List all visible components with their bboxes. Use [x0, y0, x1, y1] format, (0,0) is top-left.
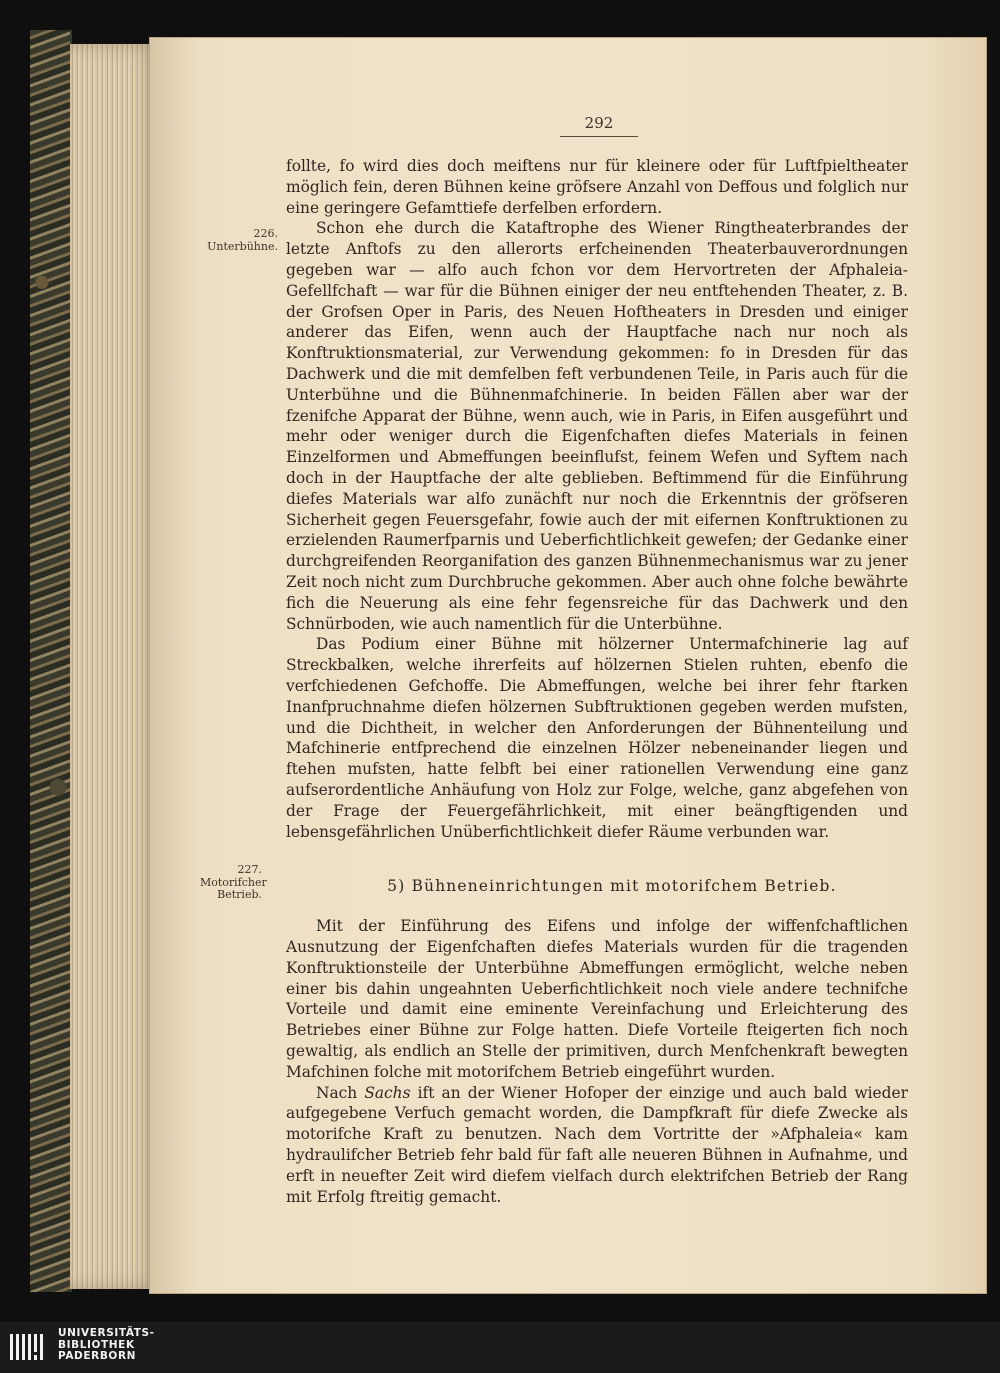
author-name: Sachs [364, 1083, 411, 1102]
marbled-cover-edge [30, 30, 72, 1292]
logo-line: UNIVERSITÄTS- [58, 1327, 155, 1339]
margin-note-label: Unterbühne. [207, 239, 278, 253]
page-stack-edges [70, 44, 160, 1289]
library-logo-icon [10, 1330, 50, 1364]
margin-note-label-line1: Motorifcher [200, 875, 267, 889]
margin-note-number: 226. [253, 227, 278, 240]
paragraph [286, 1083, 908, 1208]
logo-line: BIBLIOTHEK [58, 1338, 135, 1351]
page-number: 292 [560, 114, 638, 137]
library-logo-text [58, 1328, 155, 1363]
paragraph: Mit der Einführung des Eifens und infolge der wiffenfchaftlichen Ausnutzung der Eigenfchaften diefes Materials wurden für die tragenden Konftruktionsteile der Unterbühne Abmeffungen ermöglicht, welche neben einer bis dahin ungeahnten Ueberfichtlichkeit noch viele andere technifche Vorteile und damit eine eminente Vereinfachung und Erleichterung des Betriebes einer Bühne zur Folge hatten. Diefe Vorteile fteigerten fich noch gewaltig, als endlich an Stelle der primitiven, durch Menfchenkraft bewegten Mafchinen folche mit motorifchem Betrieb eingeführt wurden. [286, 917, 908, 1081]
paragraph: follte, fo wird dies doch meiftens nur für kleinere oder für Luftfpieltheater möglich fein, deren Bühnen keine gröfsere Anzahl von Deffous und folglich nur eine geringere Gefamttiefe derfelben erfordern. [286, 157, 908, 217]
margin-note-label-line2: Betrieb. [217, 888, 262, 901]
body-text [286, 156, 908, 1207]
paragraph-text: Nach [316, 1083, 365, 1102]
paragraph-text: ift an der Wiener Hofoper der einzige und auch bald wieder aufgegebene Verfuch gemacht worden, die Dampfkraft für diefe Zwecke als motorifche Kraft zu benutzen. Nach dem Vortritte der »Afphaleia« kam hydraulifcher Betrieb fehr bald für faft alle neueren Bühnen in Aufnahme, und erft in neuefter Zeit wird diefem vielfach durch elektrifchen Betrieb der Rang mit Erfolg ftreitig gemacht. [286, 1083, 908, 1206]
margin-note-227 [200, 863, 267, 902]
margin-note-number: 227. [237, 863, 262, 876]
section-heading: 5) Bühneneinrichtungen mit motorifchem Betrieb. [387, 877, 837, 896]
paragraph: Schon ehe durch die Kataftrophe des Wiener Ringtheaterbrandes der letzte Anftofs zu den allerorts erfcheinenden Theaterbauverordnungen gegeben war — alfo auch fchon vor dem Hervortreten der Afphaleia-Gefellfchaft — war für die Bühnen einiger der neu entftehenden Theater, z. B. der Grofsen Oper in Paris, des Neuen Hoftheaters in Dresden und einiger anderer das Eifen, wenn auch der Hauptfache nach nur noch als Konftruktionsmaterial, zur Verwendung gekommen: fo in Dresden für das Dachwerk und die mit demfelben feft verbundenen Teile, in Paris auch für die Unterbühne und die Bühnenmafchinerie. In beiden Fällen aber war der fzenifche Apparat der Bühne, wenn auch, wie in Paris, in Eifen ausgeführt und mehr oder weniger durch die Eigenfchaften diefes Materials in feinen Einzelformen und Abmeffungen beeinflufst, feinem Wefen und Syftem nach doch in der Hauptfache der alte geblieben. Beftimmend für die Einführung diefes Materials war alfo zunächft nur noch die Erkenntnis der gröfseren Sicherheit gegen Feuersgefahr, fowie auch der mit eifernen Konftruktionen zu erzielenden Raumerfparnis und Ueberfichtlichkeit gewefen; der Gedanke einer durchgreifenden Reorganifation des ganzen Bühnenmechanismus war zu jener Zeit noch nicht zum Durchbruche gekommen. Aber auch ohne folche bewährte fich die Neuerung als eine fehr fegensreiche für das Dachwerk und den Schnürboden, wie auch namentlich für die Unterbühne. [286, 219, 908, 633]
paragraph: Das Podium einer Bühne mit hölzerner Untermafchinerie lag auf Streckbalken, welche ihrerfeits auf hölzernen Stielen ruhten, ebenfo die verfchiedenen Gefchoffe. Die Abmeffungen, welche bei ihrer fehr ftarken Inanfpruchnahme diefen hölzernen Subftruktionen gegeben werden mufsten, und die Dichtheit, in welcher den Anforderungen der Bühnenteilung und Mafchinerie entfprechend die einzelnen Hölzer nebeneinander liegen und ftehen mufsten, hatte felbft bei einer rationellen Verwendung eine ganz aufserordentliche Anhäufung von Holz zur Folge, welche, ganz abgefehen von der Frage der Feuergefährlichkeit, mit einer beängftigenden und lebensgefährlichen Unüberfichtlichkeit diefer Räume verbunden war. [286, 635, 908, 841]
margin-note-226 [200, 228, 278, 253]
logo-line: PADERBORN [58, 1350, 137, 1362]
